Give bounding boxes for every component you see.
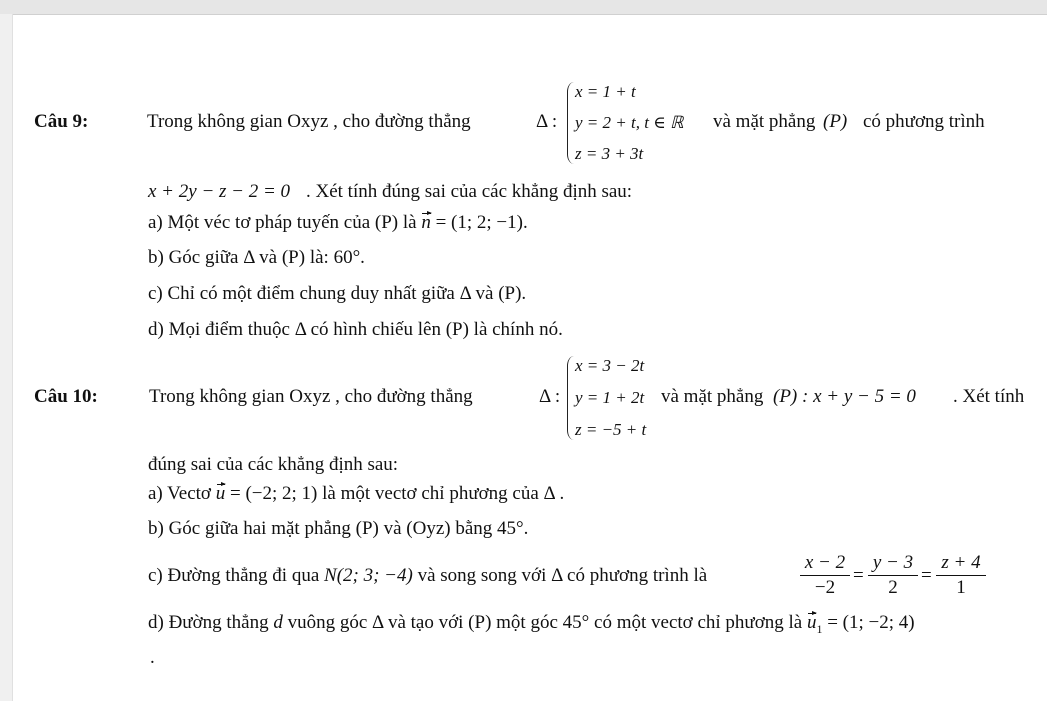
viewer-left-bar — [0, 14, 13, 701]
q10-frac1-denominator: −2 — [814, 577, 836, 598]
q10-sys-x: x = 3 − 2t — [575, 356, 645, 375]
q10-mid: và mặt phẳng — [661, 386, 764, 407]
q10-equals-1: = — [853, 565, 864, 586]
q9-statement-b-angle: 60°. — [333, 247, 365, 268]
q10-statement-b — [148, 517, 528, 541]
q10-tail: . Xét tính — [953, 386, 1025, 407]
q10-frac2-denominator: 2 — [888, 577, 898, 598]
q10-line-d: d — [273, 612, 283, 633]
q10-statement-c-text: c) Đường thẳng đi qua — [148, 565, 320, 586]
q10-vector-u1-subscript: 1 — [816, 621, 823, 636]
viewer-top-bar — [0, 0, 1047, 15]
q10-point-n: N(2; 3; −4) — [324, 565, 413, 586]
q9-mid: và mặt phẳng — [713, 111, 816, 132]
q9-tail: có phương trình — [863, 111, 985, 132]
q10-statement-d-text: d) Đường thẳng — [148, 612, 269, 633]
q9-system-brace — [567, 82, 574, 164]
q9-plane-equation: x + 2y − z − 2 = 0 — [148, 181, 291, 202]
q9-statement-c: c) Chỉ có một điểm chung duy nhất giữa Δ và (P). — [148, 283, 527, 304]
q10-statement-d-mid: vuông góc Δ và tạo với (P) một góc — [287, 612, 558, 633]
q9-statement-a-math: = (1; 2; −1). — [435, 212, 528, 233]
q10-fraction-z — [936, 552, 986, 599]
q10-fraction-y — [868, 552, 918, 599]
q10-equals-2: = — [921, 565, 932, 586]
q10-frac2-numerator: y − 3 — [872, 552, 914, 573]
q10-delta: Δ : — [539, 386, 561, 407]
q9-continuation: . Xét tính đúng sai của các khẳng định sau: — [306, 181, 633, 202]
q10-intro: Trong không gian Oxyz , cho đường thẳng — [149, 386, 473, 407]
q10-statement-a-text: a) Vectơ — [148, 483, 211, 504]
q10-vector-u: u — [215, 483, 226, 504]
q10-number: Câu 10: — [34, 386, 98, 407]
q9-statement-a-text: a) Một véc tơ pháp tuyến của (P) là — [148, 212, 417, 233]
q9-sys-z: z = 3 + 3t — [575, 144, 644, 163]
q10-frac3-denominator: 1 — [956, 577, 966, 598]
q10-statement-b-angle: 45°. — [497, 518, 529, 539]
q10-statement-a-math: = (−2; 2; 1) — [229, 483, 318, 504]
q10-plane-equation: (P) : x + y − 5 = 0 — [773, 386, 916, 407]
q9-statement-a — [148, 211, 528, 235]
q10-statement-a-post: là một vectơ chỉ phương của Δ . — [322, 483, 565, 504]
q9-intro: Trong không gian Oxyz , cho đường thẳng — [147, 111, 471, 132]
q10-statement-d — [148, 611, 915, 641]
q10-statement-d-post: có một vectơ chỉ phương là — [594, 612, 803, 633]
q9-statement-d: d) Mọi điểm thuộc Δ có hình chiếu lên (P) là chính nó. — [148, 319, 563, 340]
q9-number: Câu 9: — [34, 111, 89, 132]
q10-statement-c-mid: và song song với Δ có phương trình là — [417, 565, 708, 586]
q10-statement-a — [148, 482, 564, 506]
q10-continuation: đúng sai của các khẳng định sau: — [148, 454, 399, 475]
q9-plane: (P) — [823, 111, 848, 132]
q10-statement-b-text: b) Góc giữa hai mặt phẳng (P) và (Oyz) bằng — [148, 518, 493, 539]
q10-sys-z: z = −5 + t — [575, 420, 647, 439]
q10-fraction-x — [800, 552, 850, 599]
trailing-dot: . — [150, 647, 155, 668]
q10-statement-d-angle: 45° — [562, 612, 590, 633]
q9-sys-x: x = 1 + t — [575, 82, 636, 101]
q10-statement-d-math: = (1; −2; 4) — [827, 612, 915, 633]
q9-sys-y: y = 2 + t, t ∈ ℝ — [575, 113, 684, 132]
q9-vector-n: n — [421, 212, 431, 233]
q10-vector-u1: u — [806, 612, 817, 633]
q10-statement-c — [148, 564, 707, 588]
q9-statement-b-text: b) Góc giữa Δ và (P) là: — [148, 247, 329, 268]
q9-delta: Δ : — [536, 111, 558, 132]
q10-frac3-numerator: z + 4 — [941, 552, 981, 573]
q10-frac1-numerator: x − 2 — [804, 552, 846, 573]
q10-system-brace — [567, 356, 574, 440]
q9-statement-b — [148, 246, 365, 270]
q10-sys-y: y = 1 + 2t — [575, 388, 645, 407]
